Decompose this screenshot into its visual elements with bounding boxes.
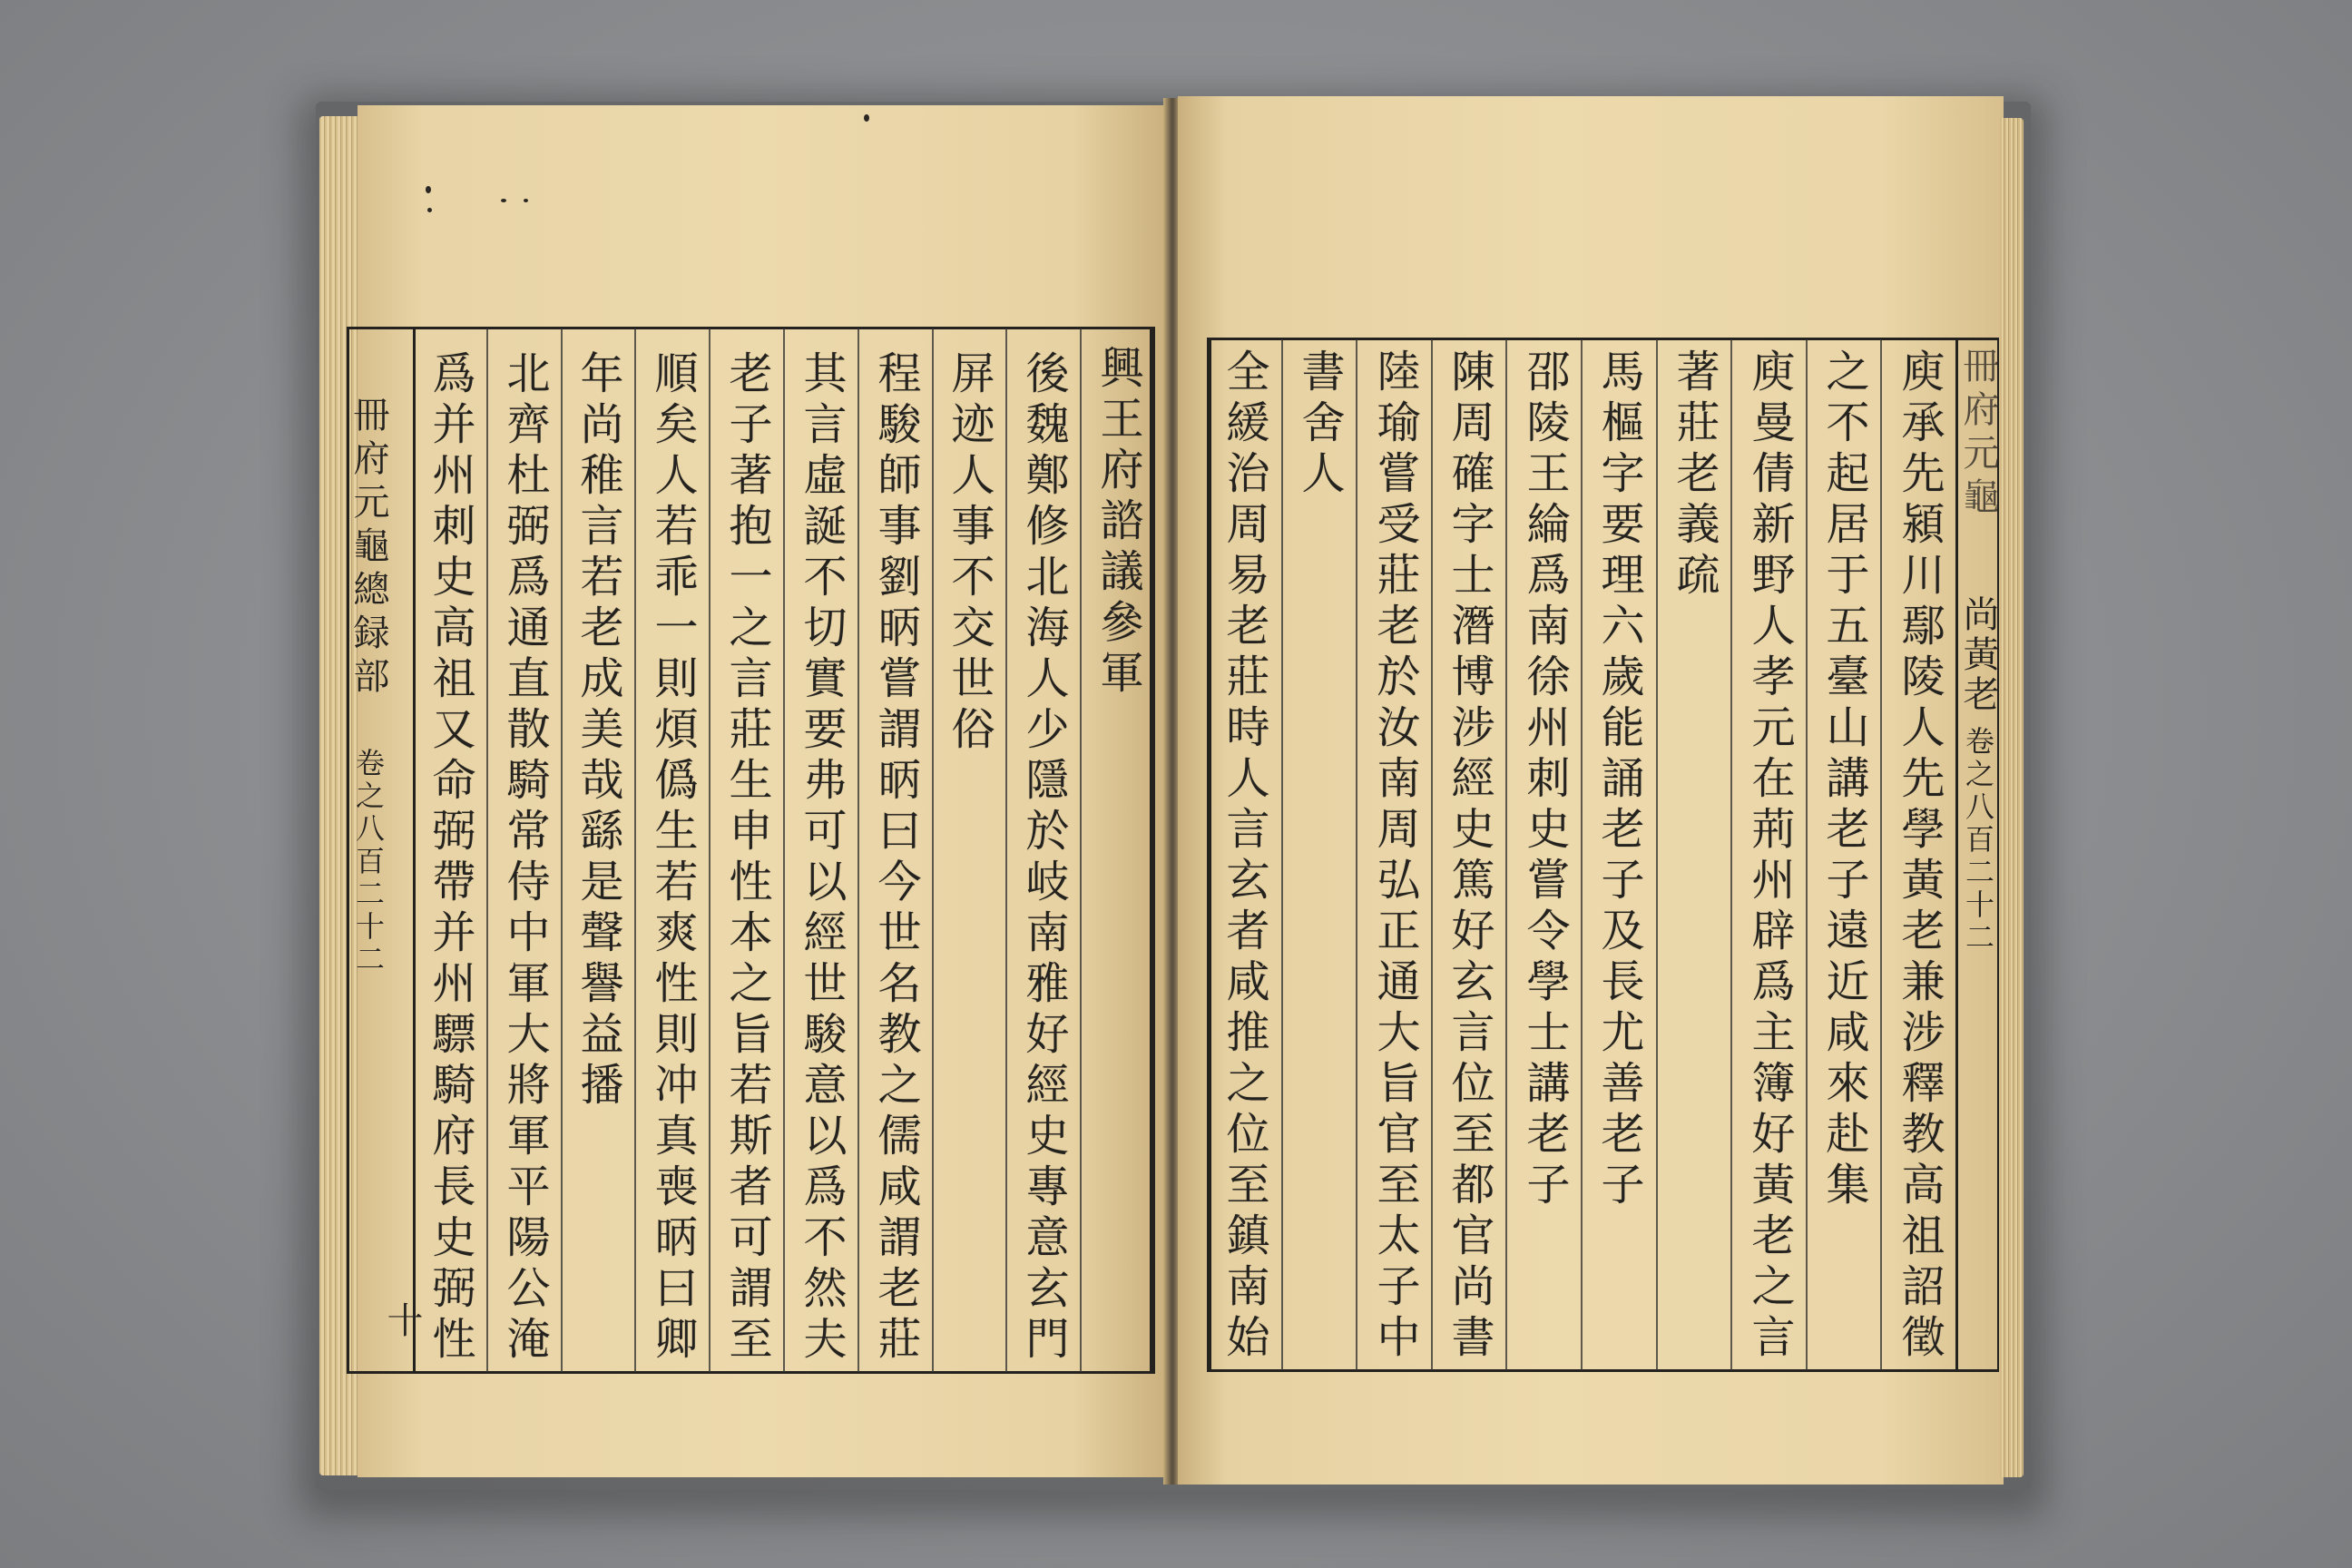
text-column: 順矣人若乖一則煩僞生若爽性則冲真喪昞曰卿 [647, 350, 698, 1367]
column-rule [561, 328, 563, 1372]
text-column: 北齊杜弼爲通直散騎常侍中軍大將軍平陽公淹 [499, 350, 550, 1367]
column-rule [1806, 339, 1808, 1370]
text-column: 陳周確字士潛博涉經史篤好玄言位至都官尚書 [1444, 348, 1494, 1365]
column-rule [1730, 339, 1732, 1370]
text-column: 書舍人 [1294, 348, 1345, 501]
column-rule [1356, 339, 1357, 1370]
text-column: 之不起居于五臺山講老子遠近咸來赴集 [1818, 348, 1869, 1212]
text-column: 邵陵王綸爲南徐州刺史嘗令學士講老子 [1519, 348, 1570, 1212]
column-rule [1005, 328, 1007, 1372]
right-margin-volume: 卷之八百二十二 [1961, 726, 1995, 955]
column-rule [932, 328, 934, 1372]
right-margin-book-title: 冊府元龜 [1957, 347, 1999, 521]
text-column: 後魏鄭修北海人少隱於岐南雅好經史專意玄門 [1018, 350, 1069, 1367]
column-rule [634, 328, 636, 1372]
text-column: 其言虛誕不切實要弗可以經世駿意以爲不然夫 [796, 350, 847, 1367]
left-margin-book-title: 冊府元龜總録部 [348, 396, 389, 701]
text-column: 著莊老義疏 [1669, 348, 1720, 603]
right-page-stack-edges [2000, 118, 2024, 1477]
column-rule [1080, 328, 1082, 1372]
ink-speck [501, 199, 506, 202]
right-margin-section-title: 尚黃老 [1957, 595, 1999, 715]
column-rule [783, 328, 785, 1372]
column-rule [1505, 339, 1507, 1370]
text-column: 庾曼倩新野人孝元在荊州辟爲主簿好黃老之言 [1744, 348, 1795, 1365]
column-rule [1281, 339, 1283, 1370]
ink-speck [426, 186, 431, 193]
text-column: 陸瑜嘗受莊老於汝南周弘正通大旨官至太子中 [1369, 348, 1420, 1365]
text-column: 庾承先潁川鄢陵人先學黃老兼涉釋教高祖詔徵 [1894, 348, 1945, 1365]
column-rule [1581, 339, 1583, 1370]
left-margin-volume: 卷之八百二十二 [351, 748, 386, 976]
column-rule [1431, 339, 1433, 1370]
ink-speck [427, 208, 432, 212]
text-column: 全緩治周易老莊時人言玄者咸推之位至鎮南始 [1219, 348, 1269, 1365]
text-column: 年尚稚言若老成美哉繇是聲譽益播 [573, 350, 623, 1112]
ink-speck [864, 114, 869, 122]
column-rule [858, 328, 859, 1372]
text-column: 爲并州刺史高祖又命弼帶并州驃騎府長史弼性 [425, 350, 475, 1367]
text-column: 屏迹人事不交世俗 [944, 350, 995, 757]
text-column: 興王府諮議參軍 [1093, 345, 1143, 701]
column-rule [486, 328, 488, 1372]
column-rule [709, 328, 710, 1372]
text-column: 馬樞字要理六歲能誦老子及長尤善老子 [1593, 348, 1644, 1212]
page-number: 十 [381, 1301, 423, 1338]
column-rule [1656, 339, 1658, 1370]
column-rule [1880, 339, 1882, 1370]
text-column: 程駿師事劉昞嘗謂昞曰今世名教之儒咸謂老莊 [870, 350, 921, 1367]
text-column: 老子著抱一之言莊生申性本之旨若斯者可謂至 [721, 350, 772, 1367]
ink-speck [524, 199, 528, 202]
